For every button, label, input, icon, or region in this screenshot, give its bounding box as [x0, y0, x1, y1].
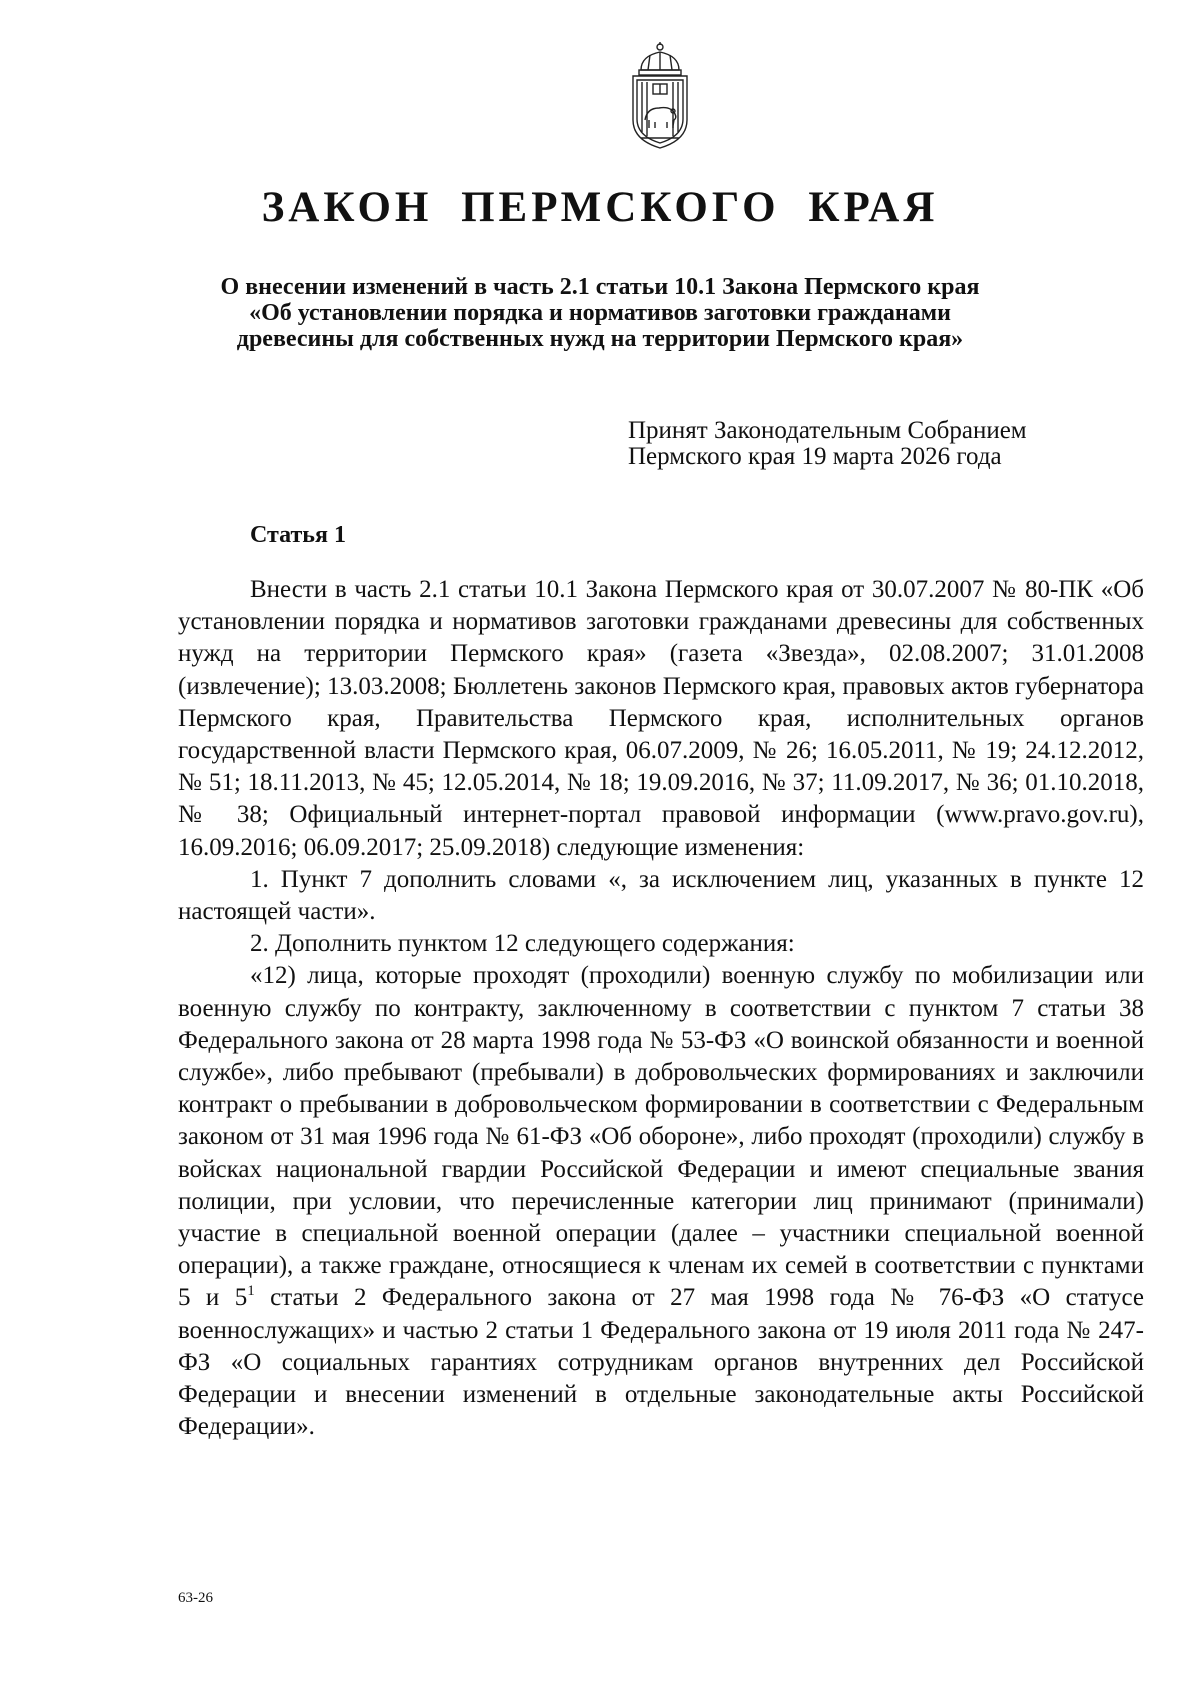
- adoption-note: [628, 418, 1108, 470]
- law-title: ЗАКОН ПЕРМСКОГО КРАЯ: [261, 184, 939, 231]
- subtitle-line: «Об установлении порядка и нормативов заготовки гражданами: [249, 300, 951, 326]
- document-code: 63-26: [178, 1590, 213, 1606]
- perm-krai-coat-of-arms-icon: [627, 40, 693, 152]
- subtitle-line: древесины для собственных нужд на территории Пермского края»: [236, 326, 964, 352]
- law-subtitle: [150, 274, 1050, 352]
- subtitle-line: О внесении изменений в часть 2.1 статьи 10.1 Закона Пермского края: [220, 274, 980, 300]
- item-12-part-1: «12) лица, которые проходят (проходили) военную службу по мобилизации или военную службу по контракту, заключенному в соответствии с пунктом 7 статьи 38 Федерального закона от 28 марта 1998 года № 53-ФЗ «О воинской обязанности и военной службе», либо пребывают (пребывали) в добровольческих формированиях и заключили контракт о пребывании в добровольческом формировании в соответствии с Федеральным законом от 31 мая 1996 года № 61-ФЗ «Об обороне», либо проходят (проходили) службу в войсках национальной гвардии Российской Федерации и имеют специальные звания полиции, при условии, что перечисленные категории лиц принимают (принимали) участие в специальной военной операции (далее – участники специальной военной операции), а также граждане, относящиеся к членам их семей в соответствии с пунктами 5 и 5: [178, 962, 1144, 1312]
- amendment-intro-paragraph: Внести в часть 2.1 статьи 10.1 Закона Пермского края от 30.07.2007 № 80-ПК «Об установлении порядка и нормативов заготовки гражданами древесины для собственных нужд на территории Пермского края» (газета «Звезда», 02.08.2007; 31.01.2008 (извлечение); 13.03.2008; Бюллетень законов Пермского края, правовых актов губернатора Пермского края, Правительства Пермского края, исполнительных органов государственной власти Пермского края, 06.07.2009, № 26; 16.05.2011, № 19; 24.12.2012, № 51; 18.11.2013, № 45; 12.05.2014, № 18; 19.09.2016, № 37; 11.09.2017, № 36; 01.10.2018, № 38; Официальный интернет-портал правовой информации (www.pravo.gov.ru), 16.09.2016; 06.09.2017; 25.09.2018) следующие изменения:: [178, 576, 1144, 861]
- article-heading: Статья 1: [250, 522, 346, 548]
- item-12-text: [178, 960, 1144, 1443]
- amendment-item-2: 2. Дополнить пунктом 12 следующего содержания:: [250, 930, 795, 958]
- item-12-part-2: статьи 2 Федерального закона от 27 мая 1998 года № 76-ФЗ «О статусе военнослужащих» и частью 2 статьи 1 Федерального закона от 19 июля 2011 года № 247-ФЗ «О социальных гарантиях сотрудникам органов внутренних дел Российской Федерации и внесении изменений в отдельные законодательные акты Российской Федерации».: [178, 1284, 1144, 1441]
- adoption-line: Пермского края 19 марта 2026 года: [628, 443, 1002, 470]
- amendment-item-1: 1. Пункт 7 дополнить словами «, за исключением лиц, указанных в пункте 12 настоящей части».: [178, 865, 1144, 926]
- article-body: [178, 574, 1144, 1443]
- superscript-1: 1: [247, 1283, 255, 1300]
- adoption-line: Принят Законодательным Собранием: [628, 417, 1027, 444]
